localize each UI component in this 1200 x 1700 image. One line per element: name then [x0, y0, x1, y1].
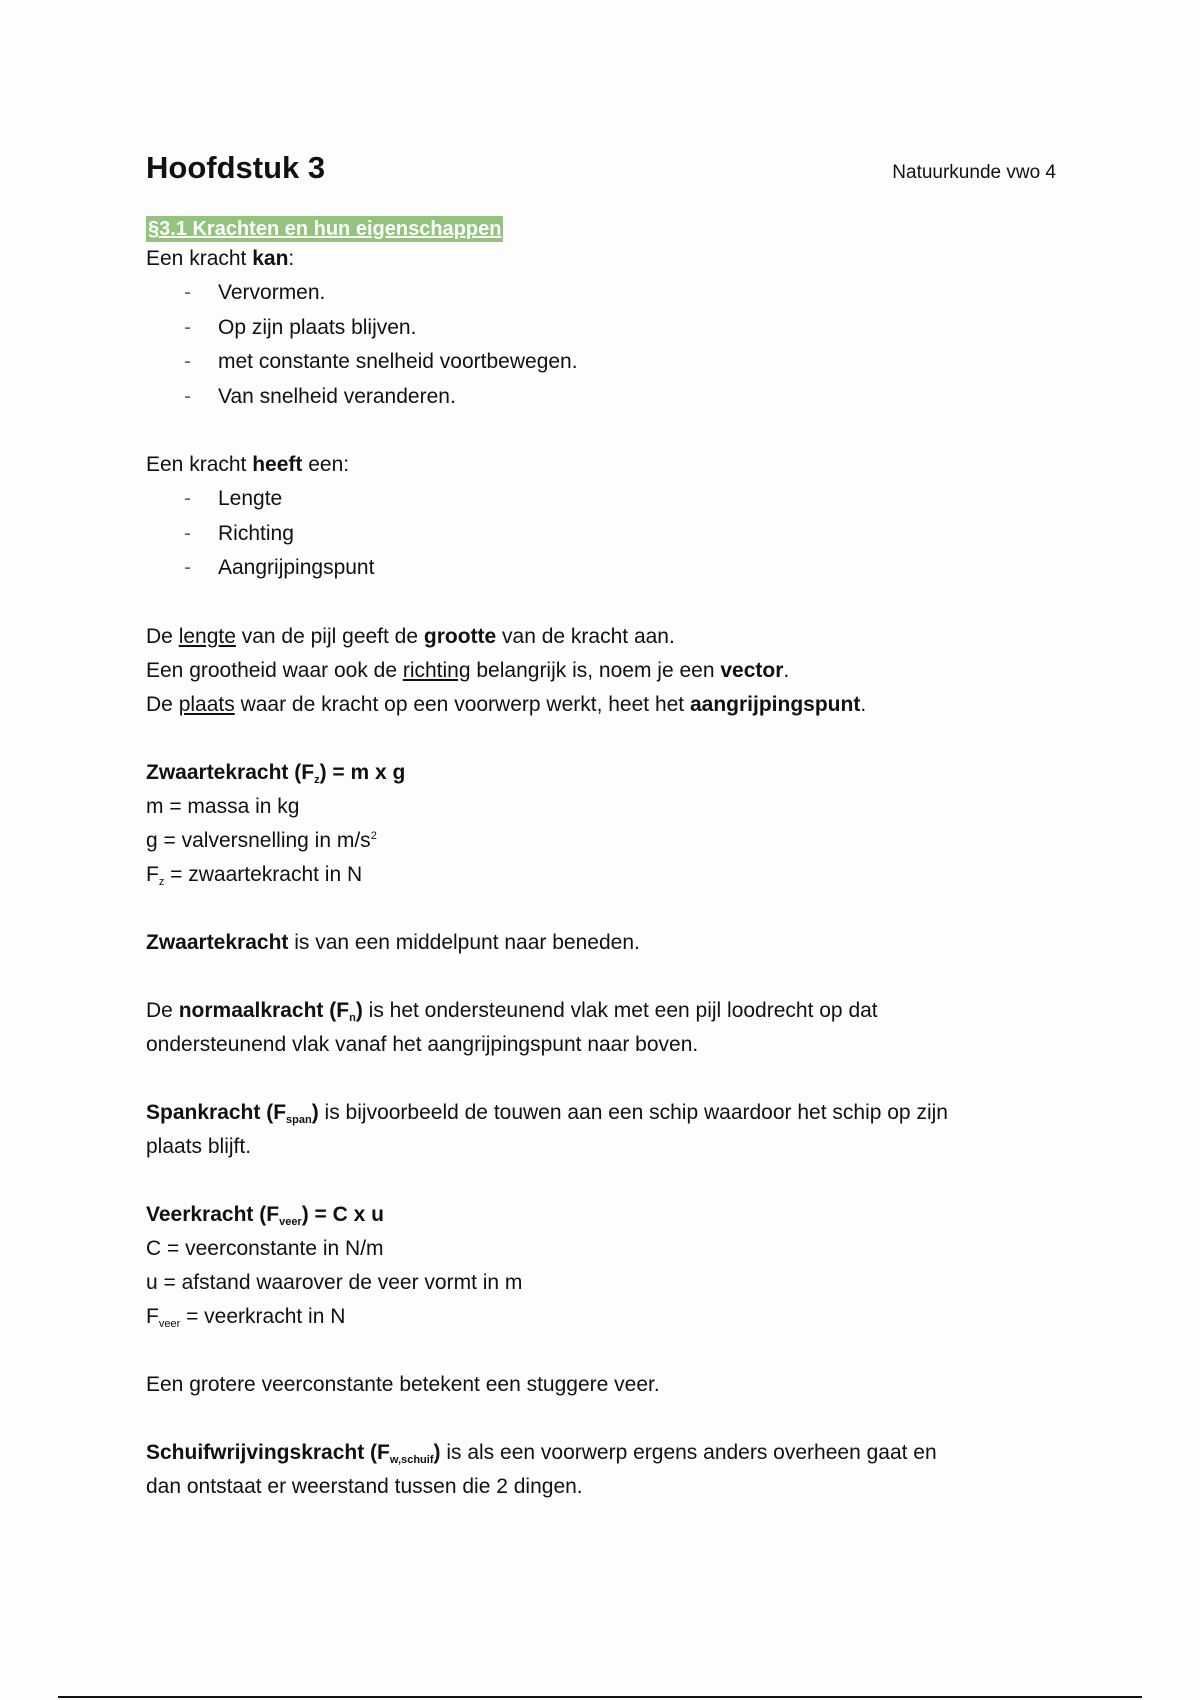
friction-line1	[146, 1436, 1056, 1470]
spring-formula	[146, 1198, 1056, 1232]
definition-line-point	[146, 688, 1056, 722]
text: ) = m x g	[319, 760, 406, 784]
text: Spankracht (F	[146, 1100, 287, 1124]
text: = zwaartekracht in N	[164, 862, 363, 886]
gravity-formula	[146, 756, 1056, 790]
kan-intro-pre: Een kracht	[146, 247, 253, 270]
text: is van een middelpunt naar beneden.	[288, 930, 640, 954]
subscript: n	[349, 1011, 356, 1024]
bullet-dash: -	[184, 281, 191, 304]
list-item-text: Lengte	[218, 487, 283, 510]
heeft-intro-post: een:	[302, 453, 350, 476]
gravity-mass: m = massa in kg	[146, 794, 300, 818]
spring-force	[146, 1300, 1056, 1334]
subscript: span	[286, 1113, 312, 1126]
text: = veerkracht in N	[180, 1304, 346, 1328]
list-item	[184, 380, 1056, 415]
tension-line2: plaats blijft.	[146, 1134, 252, 1158]
text: is bijvoorbeeld de touwen aan een schip waardoor het schip op zijn	[318, 1100, 948, 1124]
kan-intro-post: :	[288, 247, 295, 270]
bold-term: vector	[720, 658, 784, 682]
subscript: veer	[279, 1215, 302, 1228]
gravity-g	[146, 824, 1056, 858]
text: .	[860, 692, 867, 716]
list-item-text: Richting	[218, 521, 294, 545]
text: De	[146, 692, 179, 716]
heeft-intro-pre: Een kracht	[146, 453, 253, 476]
definition-line-length	[146, 620, 1056, 654]
kan-intro	[146, 242, 1056, 276]
bullet-dash: -	[184, 350, 191, 373]
gravity-force	[146, 858, 1056, 892]
text: is als een voorwerp ergens anders overheen gaat en	[440, 1440, 937, 1464]
text: ) = C x u	[301, 1202, 384, 1226]
definition-line-vector	[146, 654, 1056, 688]
kan-intro-bold: kan	[252, 247, 289, 270]
subject-label: Natuurkunde vwo 4	[892, 162, 1056, 183]
section-heading: §3.1 Krachten en hun eigenschappen	[148, 218, 502, 240]
text: waar de kracht op een voorwerp werkt, heet het	[234, 692, 690, 716]
text: g = valversnelling in m/s	[146, 828, 371, 852]
subscript: z	[158, 875, 165, 888]
spring-constant: C = veerconstante in N/m	[146, 1236, 384, 1260]
bullet-dash: -	[184, 315, 191, 339]
text: )	[311, 1100, 319, 1124]
text: is het ondersteunend vlak met een pijl loodrecht op dat	[362, 998, 878, 1022]
text: De	[146, 998, 179, 1022]
text: )	[355, 998, 363, 1022]
text: De	[146, 624, 179, 648]
kan-list	[146, 276, 1056, 414]
bold-term: aangrijpingspunt	[689, 692, 861, 716]
list-item	[184, 551, 1056, 586]
bold-term: grootte	[423, 624, 497, 648]
spring-note: Een grotere veerconstante betekent een stuggere veer.	[146, 1372, 660, 1396]
bold-term: Zwaartekracht	[146, 930, 289, 954]
subscript: z	[314, 773, 320, 786]
normal-force-line2: ondersteunend vlak vanaf het aangrijpingspunt naar boven.	[146, 1032, 699, 1056]
spring-distance: u = afstand waarover de veer vormt in m	[146, 1270, 523, 1294]
underlined-term: plaats	[178, 692, 235, 716]
heeft-intro	[146, 448, 1056, 482]
document-page	[146, 150, 1056, 1504]
text: )	[433, 1440, 441, 1464]
friction-line2: dan ontstaat er weerstand tussen die 2 dingen.	[146, 1474, 583, 1498]
subscript: veer	[158, 1317, 181, 1330]
page-header	[146, 150, 1056, 202]
subscript: w,schuif	[389, 1453, 434, 1466]
list-item-text: Van snelheid veranderen.	[218, 384, 456, 408]
chapter-title: Hoofdstuk 3	[146, 150, 326, 185]
list-item-text: Op zijn plaats blijven.	[218, 315, 417, 339]
list-item-text: met constante snelheid voortbewegen.	[218, 350, 578, 373]
text: .	[783, 658, 790, 682]
heeft-list	[146, 482, 1056, 586]
bullet-dash: -	[184, 521, 191, 545]
list-item	[184, 345, 1056, 380]
text: van de pijl geeft de	[235, 624, 424, 648]
text: Een grootheid waar ook de	[146, 658, 403, 682]
heeft-intro-bold: heeft	[252, 453, 303, 476]
gravity-direction	[146, 926, 1056, 960]
underlined-term: lengte	[178, 624, 236, 648]
text: belangrijk is, noem je een	[470, 658, 721, 682]
list-item-text: Aangrijpingspunt	[218, 556, 375, 579]
text: Zwaartekracht (F	[146, 760, 315, 784]
footer-rule	[58, 1696, 1142, 1698]
underlined-term: richting	[402, 658, 471, 682]
list-item	[184, 482, 1056, 517]
text: F	[146, 1304, 159, 1328]
normal-force-line1	[146, 994, 1056, 1028]
text: Veerkracht (F	[146, 1202, 280, 1226]
list-item	[184, 276, 1056, 311]
text: F	[146, 862, 159, 886]
list-item	[184, 517, 1056, 552]
text: normaalkracht (F	[178, 998, 350, 1022]
text: Schuifwrijvingskracht (F	[146, 1440, 390, 1464]
list-item-text: Vervormen.	[218, 281, 326, 304]
superscript: 2	[370, 829, 377, 842]
bullet-dash: -	[184, 384, 191, 408]
bullet-dash: -	[184, 487, 191, 510]
list-item	[184, 311, 1056, 346]
bullet-dash: -	[184, 556, 191, 579]
text: van de kracht aan.	[496, 624, 675, 648]
tension-line1	[146, 1096, 1056, 1130]
